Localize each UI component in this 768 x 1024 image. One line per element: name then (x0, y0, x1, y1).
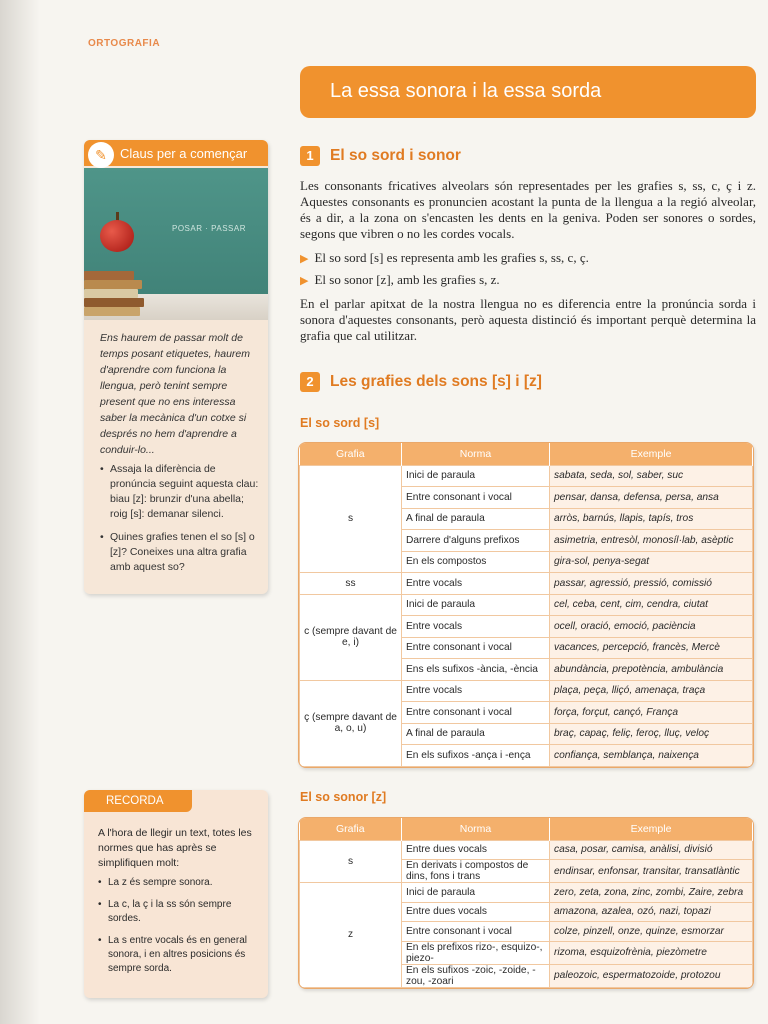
example-cell: arròs, barnús, llapis, tapís, tros (550, 508, 753, 530)
norma-cell: Entre vocals (402, 680, 550, 702)
norma-cell: Inici de paraula (402, 594, 550, 616)
page-title: La essa sonora i la essa sorda (300, 66, 756, 118)
example-cell: amazona, azalea, ozó, nazi, topazi (550, 902, 753, 922)
norma-cell: En els sufixos -ança i -ença (402, 745, 550, 767)
section-number: 2 (300, 372, 320, 392)
section-title: El so sord i sonor (330, 147, 461, 165)
example-cell: passar, agressió, pressió, comissió (550, 573, 753, 595)
key-icon: ✎ (88, 142, 114, 168)
norma-cell: Entre dues vocals (402, 840, 550, 860)
norma-cell: Entre dues vocals (402, 902, 550, 922)
list-item-text: El so sord [s] es representa amb les grafies s, ss, c, ç. (314, 250, 589, 265)
claus-card (84, 140, 268, 594)
list-item: • La z és sempre sonora. (98, 876, 262, 890)
norma-cell: Ens els sufixos -ància, -ència (402, 659, 550, 681)
list-item (300, 272, 756, 288)
table-row (300, 573, 753, 595)
norma-cell: Inici de paraula (402, 883, 550, 903)
norma-cell: A final de paraula (402, 723, 550, 745)
norma-cell: En els compostos (402, 551, 550, 573)
section-1-paragraph: Les consonants fricatives alveolars són representades per les grafies s, ss, c, ç i z. Aquestes consonants es pronuncien acostant la punta de la llengua a la regió alveolar, és a dir, a la zona on s'encasten les dents en la geniva. Poden ser sonores o sordes, segons que vibren o no les cordes vocals. (300, 178, 756, 241)
recorda-heading: RECORDA (84, 790, 192, 812)
example-cell: confiança, semblança, naixença (550, 745, 753, 767)
list-item: • La s entre vocals és en general sonora, i en altres posicions és sempre sorda. (98, 934, 262, 976)
list-item: • Assaja la diferència de pronúncia seguint aquesta clau: biau [z]: brunzir d'una abella; roig [s]: demanar silenci. (100, 462, 260, 522)
table-header: Norma (402, 818, 550, 840)
example-cell: pensar, dansa, defensa, persa, ansa (550, 487, 753, 509)
example-cell: zero, zeta, zona, zinc, zombi, Zaire, zebra (550, 883, 753, 903)
example-cell: sabata, seda, sol, saber, suc (550, 465, 753, 487)
grafia-cell: s (300, 465, 402, 573)
norma-cell: Entre consonant i vocal (402, 637, 550, 659)
list-item: • La c, la ç i la ss són sempre sordes. (98, 898, 262, 926)
example-cell: vacances, percepció, francès, Mercè (550, 637, 753, 659)
table-sonor (298, 817, 754, 989)
norma-cell: Entre vocals (402, 573, 550, 595)
table-row (300, 840, 753, 860)
table-row (300, 883, 753, 903)
table-sonor-title: El so sonor [z] (300, 790, 387, 804)
book-icon (84, 280, 142, 289)
example-cell: paleozoic, espermatozoide, protozou (550, 964, 753, 987)
apple-icon (100, 220, 134, 252)
table-header: Grafia (300, 818, 402, 840)
recorda-card (84, 790, 268, 998)
grafia-cell: ç (sempre davant de a, o, u) (300, 680, 402, 766)
book-icon (84, 298, 144, 307)
chalkboard-photo (84, 168, 268, 320)
section-1-paragraph-2: En el parlar apitxat de la nostra llengua no es diferencia entre la pronúncia sorda i sonora d'aquestes consonants, però aquesta distinció és important perquè determina la grafia que cal utilitzar. (300, 296, 756, 343)
norma-cell: Darrere d'alguns prefixos (402, 530, 550, 552)
chalkboard-text: POSAR · PASSAR (172, 224, 246, 233)
grafia-cell: ss (300, 573, 402, 595)
table-sord-title: El so sord [s] (300, 416, 380, 430)
claus-bullets (100, 462, 260, 583)
norma-cell: Entre consonant i vocal (402, 487, 550, 509)
table-row (300, 465, 753, 487)
list-item: • Quines grafies tenen el so [s] o [z]? Coneixes una altra grafia amb aquest so? (100, 530, 260, 575)
section-title: Les grafies dels sons [s] i [z] (330, 373, 542, 391)
section-tag: ORTOGRAFIA (88, 38, 161, 49)
example-cell: abundància, prepotència, ambulància (550, 659, 753, 681)
norma-cell: A final de paraula (402, 508, 550, 530)
arrow-icon: ▶ (300, 275, 309, 287)
recorda-intro: A l'hora de llegir un text, totes les normes que has après se simplifiquen molt: (98, 827, 252, 869)
norma-cell: En els sufixos -zoic, -zoide, -zou, -zoari (402, 964, 550, 987)
book-icon (84, 307, 140, 316)
table-header: Exemple (550, 818, 753, 840)
example-cell: força, forçut, cançó, França (550, 702, 753, 724)
example-cell: braç, capaç, feliç, feroç, lluç, veloç (550, 723, 753, 745)
example-cell: gira-sol, penya-segat (550, 551, 753, 573)
section-number: 1 (300, 146, 320, 166)
page-edge-shadow (0, 0, 40, 1024)
norma-cell: Entre vocals (402, 616, 550, 638)
section-1-heading (300, 146, 461, 166)
grafia-cell: s (300, 840, 402, 883)
norma-cell: Entre consonant i vocal (402, 922, 550, 942)
list-item (300, 250, 756, 266)
example-cell: casa, posar, camisa, anàlisi, divisió (550, 840, 753, 860)
norma-cell: En derivats i compostos de dins, fons i trans (402, 860, 550, 883)
arrow-icon: ▶ (300, 253, 309, 265)
table-row (300, 594, 753, 616)
recorda-list (98, 876, 262, 984)
list-item-text: El so sonor [z], amb les grafies s, z. (314, 272, 500, 287)
table-header: Grafia (300, 443, 402, 465)
claus-text: Ens haurem de passar molt de temps posant etiquetes, haurem d'aprendre com funciona la llengua, però tenint sempre present que no ens interessa saber la mecànica d'un cotxe si després no hem d'aprendre a conduir-lo... (100, 332, 251, 456)
grafia-cell: z (300, 883, 402, 988)
example-cell: rizoma, esquizofrènia, piezòmetre (550, 941, 753, 964)
example-cell: plaça, peça, lliçó, amenaça, traça (550, 680, 753, 702)
claus-heading: Claus per a començar (84, 140, 268, 166)
example-cell: ocell, oració, emoció, paciència (550, 616, 753, 638)
example-cell: endinsar, enfonsar, transitar, transatlàntic (550, 860, 753, 883)
book-icon (84, 289, 138, 298)
norma-cell: En els prefixos rizo-, esquizo-, piezo- (402, 941, 550, 964)
book-icon (84, 271, 134, 280)
section-2-heading (300, 372, 542, 392)
grafia-cell: c (sempre davant de e, i) (300, 594, 402, 680)
norma-cell: Inici de paraula (402, 465, 550, 487)
example-cell: cel, ceba, cent, cim, cendra, ciutat (550, 594, 753, 616)
table-header: Exemple (550, 443, 753, 465)
table-row (300, 680, 753, 702)
example-cell: colze, pinzell, onze, quinze, esmorzar (550, 922, 753, 942)
norma-cell: Entre consonant i vocal (402, 702, 550, 724)
table-sord (298, 442, 754, 768)
table-header: Norma (402, 443, 550, 465)
example-cell: asimetria, entresòl, monosíl·lab, asèptic (550, 530, 753, 552)
